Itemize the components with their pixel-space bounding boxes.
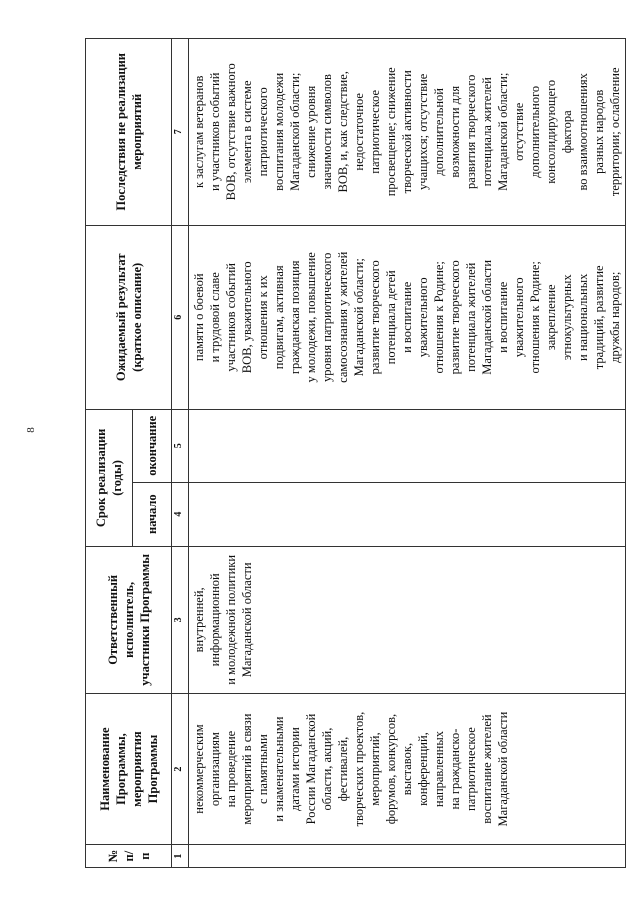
cell-num xyxy=(189,844,626,867)
page-number: 8 xyxy=(24,427,37,433)
cell-consequences: к заслугам ветеранов и участников событий ВОВ, отсутствие важного элемента в системе патриотического воспитания молодежи Магаданской области; снижение уровня значимости символов ВОВ, и, как следствие, недостаточное патриотическое просвещение; снижение творческой активности учащихся; отсутствие дополнительной возможности для развития творческого потенциала жителей Магаданской области; отсутствие дополнительного консолидирующего фактора во взаимоотношениях разных народов территории; ослабление xyxy=(189,38,626,225)
column-number: 4 xyxy=(172,482,189,546)
table-row xyxy=(189,38,626,867)
column-number: 5 xyxy=(172,409,189,482)
header-result: Ожидаемый результат (краткое описание) xyxy=(86,225,172,409)
header-consequences: Последствия не реализации мероприятий xyxy=(86,38,172,225)
table-header-row xyxy=(86,38,133,867)
column-number: 3 xyxy=(172,546,189,693)
cell-name: некоммерческим организациям на проведение мероприятий в связи с памятными и знаменательными датами истории России Магаданской области, акций, фестивалей, творческих проектов, мероприятий, форумов, конкурсов, выставок, конференций, направленных на гражданско- патриотическое воспитание жителей Магаданской области xyxy=(189,693,626,844)
header-term-start: начало xyxy=(133,482,172,546)
header-name: Наименование Программы, мероприятия Программы xyxy=(86,693,172,844)
header-responsible: Ответственный исполнитель, участники Программы xyxy=(86,546,172,693)
column-number-row xyxy=(172,38,189,867)
cell-result: памяти о боевой и трудовой славе участников событий ВОВ, уважительного отношения к их подвигам, активная гражданская позиция у молодежи, повышение уровня патриотического самосознания у жителей Магаданской области; развитие творческого потенциала детей и воспитание уважительного отношения к Родине; развитие творческого потенциала жителей Магаданской области и воспитание уважительного отношения к Родине; закрепление этнокультурных и национальных традиций, развитие дружбы народов; xyxy=(189,225,626,409)
header-term-end: окончание xyxy=(133,409,172,482)
header-num: № п/п xyxy=(86,844,172,867)
program-table xyxy=(85,38,626,868)
column-number: 1 xyxy=(172,844,189,867)
column-number: 6 xyxy=(172,225,189,409)
rotated-page xyxy=(85,38,622,868)
cell-responsible: внутренней, информационной и молодежной политики Магаданской области xyxy=(189,546,626,693)
cell-start xyxy=(189,482,626,546)
column-number: 7 xyxy=(172,38,189,225)
column-number: 2 xyxy=(172,693,189,844)
header-term: Срок реализации (годы) xyxy=(86,409,133,546)
cell-end xyxy=(189,409,626,482)
